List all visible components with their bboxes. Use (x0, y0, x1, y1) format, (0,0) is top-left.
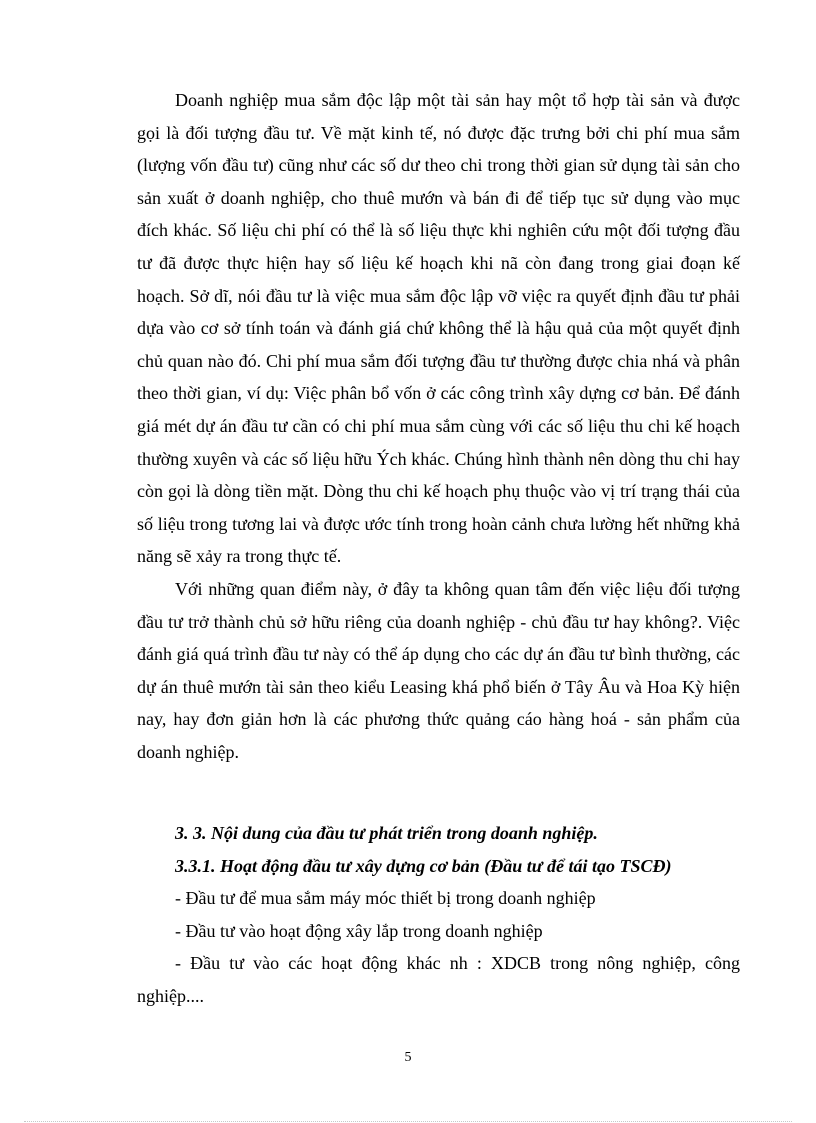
subsection-heading: 3.3.1. Hoạt động đầu tư xây dựng cơ bản (Đầu tư để tái tạo TSCĐ) (175, 855, 672, 876)
footer-divider (24, 1121, 792, 1122)
section-heading: 3. 3. Nội dung của đầu tư phát triển trong doanh nghiệp. (175, 823, 598, 843)
page-number: 5 (404, 1050, 412, 1065)
body-text (137, 84, 740, 768)
bullet-item-1: - Đầu tư để mua sắm máy móc thiết bị trong doanh nghiệp (175, 888, 596, 909)
section-block (137, 817, 740, 1013)
paragraph-1: Doanh nghiệp mua sắm độc lập một tài sản hay một tổ hợp tài sản và được gọi là đối tượng đầu tư. Về mặt kinh tế, nó được đặc trưng bởi chi phí mua sắm (lượng vốn đầu tư) cũng như các số dư theo chi trong thời gian sử dụng tài sản cho sản xuất ở doanh nghiệp, cho thuê mướn và bán đi để tiếp tục sử dụng vào mục đích khác. Số liệu chi phí có thể là số liệu thực khi nghiên cứu một đối tượng đầu tư đã được thực hiện hay số liệu kế hoạch khi nã còn đang trong giai đoạn kế hoạch. Sở dĩ, nói đầu tư là việc mua sắm độc lập vỡ việc ra quyết định đầu tư phải dựa vào cơ sở tính toán và đánh giá chứ không thể là hậu quả của một quyết định chủ quan nào đó. Chi phí mua sắm đối tượng đầu tư thường được chia nhá và phân theo thời gian, ví dụ: Việc phân bổ vốn ở các công trình xây dựng cơ bản. Để đánh giá mét dự án đầu tư cần có chi phí mua sắm cùng với các số liệu thu chi kế hoạch thường xuyên và các số liệu hữu Ých khác. Chúng hình thành nên dòng thu chi hay còn gọi là dòng tiền mặt. Dòng thu chi kế hoạch phụ thuộc vào vị trí trạng thái của số liệu trong tương lai và được ước tính trong hoàn cảnh chưa lường hết những khả năng sẽ xảy ra trong thực tế. (137, 90, 740, 567)
paragraph-2: Với những quan điểm này, ở đây ta không quan tâm đến việc liệu đối tượng đầu tư trở thành chủ sở hữu riêng của doanh nghiệp - chủ đầu tư hay không?. Việc đánh giá quá trình đầu tư này có thể áp dụng cho các dự án đầu tư bình thường, các dự án thuê mướn tài sản theo kiểu Leasing khá phổ biến ở Tây Âu và Hoa Kỳ hiện nay, hay đơn giản hơn là các phương thức quảng cáo hàng hoá - sản phẩm của doanh nghiệp. (137, 578, 740, 762)
bullet-item-3: - Đầu tư vào các hoạt động khác nh : XDCB trong nông nghiệp, công nghiệp.... (137, 953, 740, 1006)
bullet-item-2: - Đầu tư vào hoạt động xây lắp trong doanh nghiệp (175, 920, 543, 941)
